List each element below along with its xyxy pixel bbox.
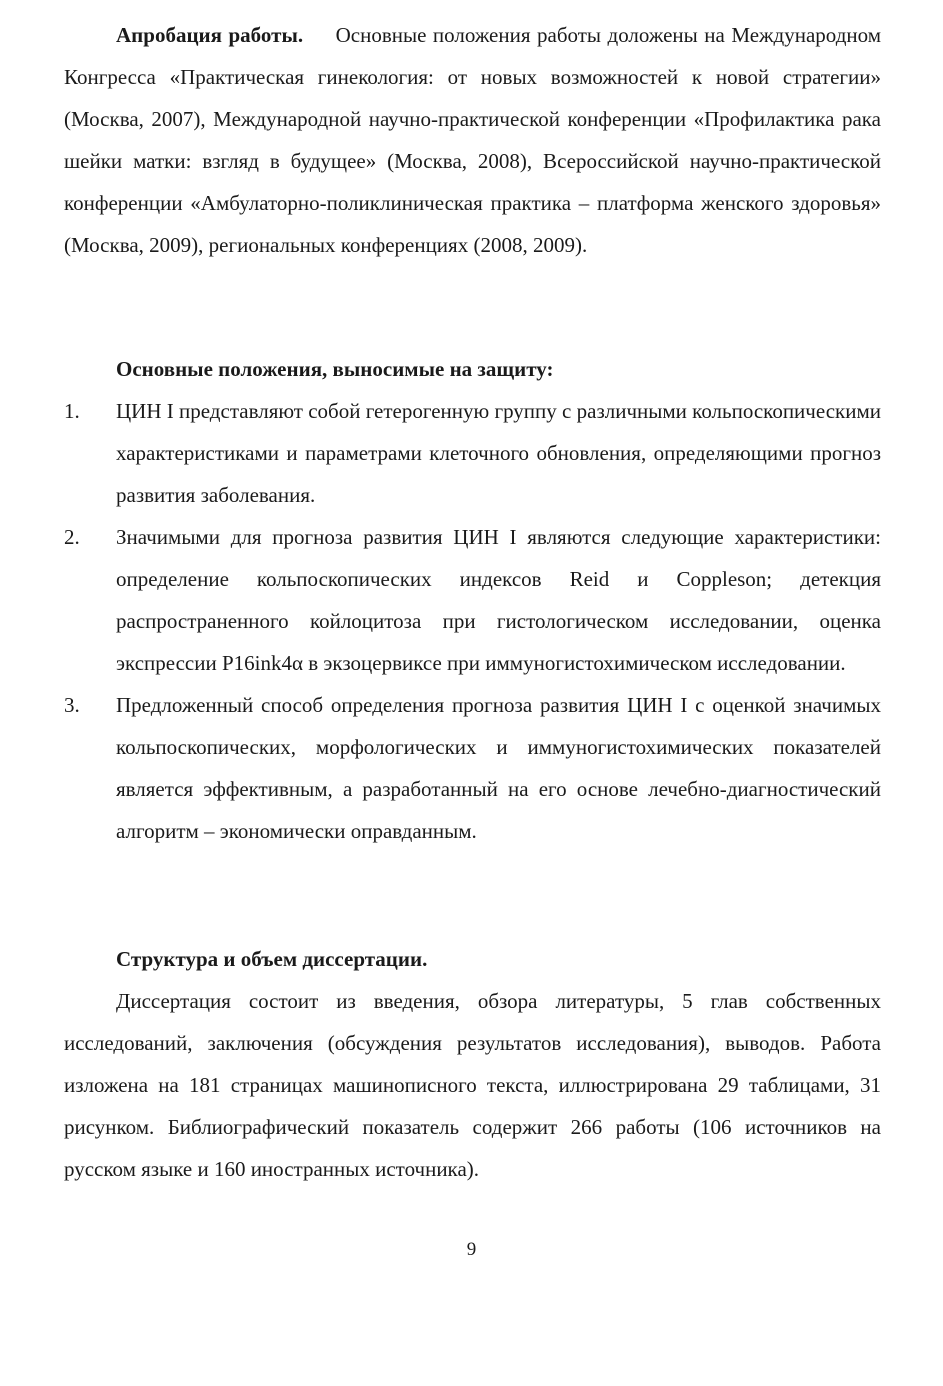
theses-section (64, 348, 881, 852)
structure-heading: Структура и объем диссертации. (116, 947, 428, 971)
list-item (64, 684, 881, 852)
approbation-section (64, 14, 881, 266)
list-item-number: 2. (64, 525, 80, 549)
list-item-number: 1. (64, 399, 80, 423)
list-item (64, 390, 881, 516)
approbation-paragraph (64, 14, 881, 266)
structure-section (64, 938, 881, 1190)
approbation-text: Основные положения работы доложены на Международном Конгресса «Практическая гинекология: от новых возможностей к новой стратегии» (Москва, 2007), Международной научно-практической конференции «Профилактика рака шейки матки: взгляд в будущее» (Москва, 2008), Всероссийской научно-практической конференции «Амбулаторно-поликлиническая практика – платформа женского здоровья» (Москва, 2009), региональных конференциях (2008, 2009). (64, 23, 882, 257)
list-item-text: Значимыми для прогноза развития ЦИН I являются следующие характеристики: определение кольпоскопических индексов Reid и Coppleson; детекция распространенного койлоцитоза при гистологическом исследовании, оценка экспрессии P16ink4α в экзоцервиксе при иммуногистохимическом исследовании. (116, 525, 881, 675)
structure-paragraph: Диссертация состоит из введения, обзора литературы, 5 глав собственных исследований, заключения (обсуждения результатов исследования), выводов. Работа изложена на 181 страницах машинописного текста, иллюстрирована 29 таблицами, 31 рисунком. Библиографический показатель содержит 266 работы (106 источников на русском языке и 160 иностранных источника). (64, 989, 881, 1181)
list-item-text: Предложенный способ определения прогноза развития ЦИН I с оценкой значимых кольпоскопических, морфологических и иммуногистохимических показателей является эффективным, а разработанный на его основе лечебно-диагностический алгоритм – экономически оправданным. (116, 693, 881, 843)
page-number: 9 (466, 1239, 477, 1260)
list-item-number: 3. (64, 693, 80, 717)
approbation-heading: Апробация работы. (116, 23, 304, 47)
list-item-text: ЦИН I представляют собой гетерогенную группу с различными кольпоскопическими характеристиками и параметрами клеточного обновления, определяющими прогноз развития заболевания. (116, 399, 881, 507)
list-item (64, 516, 881, 684)
theses-heading: Основные положения, выносимые на защиту: (116, 357, 554, 381)
theses-list (64, 390, 881, 852)
